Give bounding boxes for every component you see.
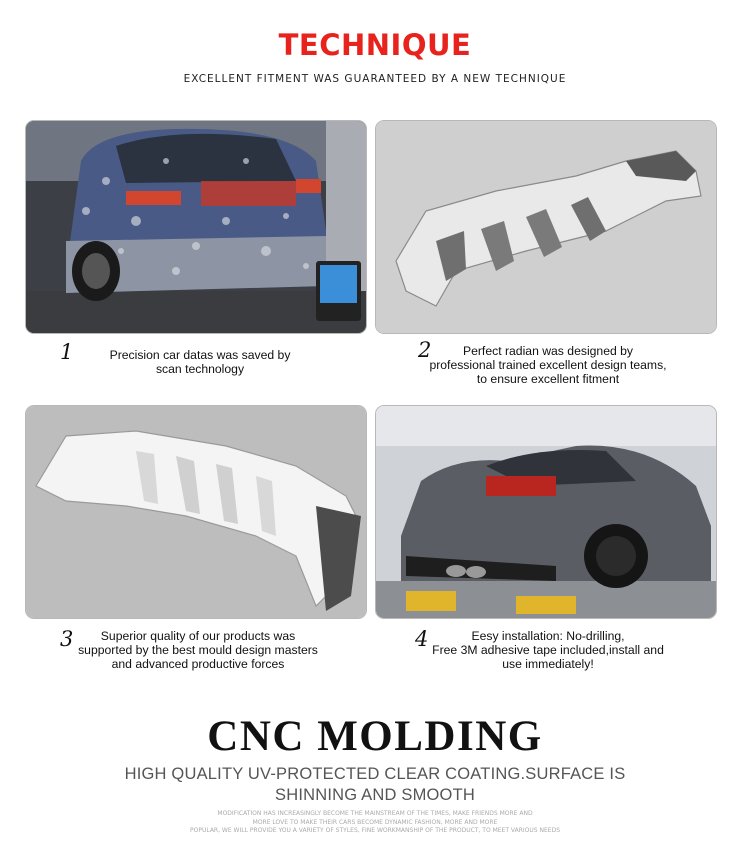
step-2-line-2: professional trained excellent design teams, [429, 358, 667, 372]
step-caption-3 [28, 629, 368, 671]
step-2-line-1: Perfect radian was designed by [462, 344, 634, 358]
cnc-molding-heading: CNC MOLDING [207, 713, 543, 760]
step-caption-1 [30, 348, 370, 376]
step-number-3: 3 [60, 627, 74, 651]
step-1-line-2: scan technology [155, 362, 245, 376]
section-subtitle: EXCELLENT FITMENT WAS GUARANTEED BY A NEW TECHNIQUE [183, 73, 567, 85]
fine-print-line-1: MODIFICATION HAS INCREASINGLY BECOME THE MAINSTREAM OF THE TIMES, MAKE FRIENDS MORE AND [217, 810, 533, 817]
fine-print-line-3: POPULAR, WE WILL PROVIDE YOU A VARIETY OF STYLES, FINE WORKMANSHIP OF THE PRODUCT, TO MEET VARIOUS NEEDS [190, 827, 560, 834]
step-number-2: 2 [418, 338, 432, 362]
cad-design-render [375, 120, 717, 334]
cnc-subtitle-line-1: HIGH QUALITY UV-PROTECTED CLEAR COATING.SURFACE IS [124, 765, 626, 783]
fine-print-line-2: MORE LOVE TO MAKE THEIR CARS BECOME DYNAMIC FASHION, MORE AND MORE [252, 818, 498, 826]
step-3-line-1: Superior quality of our products was [100, 629, 296, 643]
step-caption-2 [378, 344, 718, 386]
cnc-subtitle-line-2: SHINNING AND SMOOTH [275, 786, 475, 804]
step-3-line-2: supported by the best mould design masters [78, 643, 318, 657]
step-1-line-1: Precision car datas was saved by [109, 348, 291, 362]
step-4-line-3: use immediately! [502, 657, 594, 671]
step-4-line-1: Eesy installation: No-drilling, [471, 629, 625, 643]
step-number-1: 1 [60, 340, 74, 364]
mould-render [25, 405, 367, 619]
step-caption-4 [378, 629, 718, 671]
installed-car-photo [375, 405, 717, 619]
step-3-line-3: and advanced productive forces [111, 657, 285, 671]
fine-print [150, 810, 600, 836]
scan-photo [25, 120, 367, 334]
step-4-line-2: Free 3M adhesive tape included,install and [432, 643, 664, 657]
cnc-molding-subtitle [120, 764, 630, 806]
step-number-4: 4 [415, 627, 429, 651]
step-2-line-3: to ensure excellent fitment [476, 372, 620, 386]
section-title: TECHNIQUE [278, 28, 472, 62]
